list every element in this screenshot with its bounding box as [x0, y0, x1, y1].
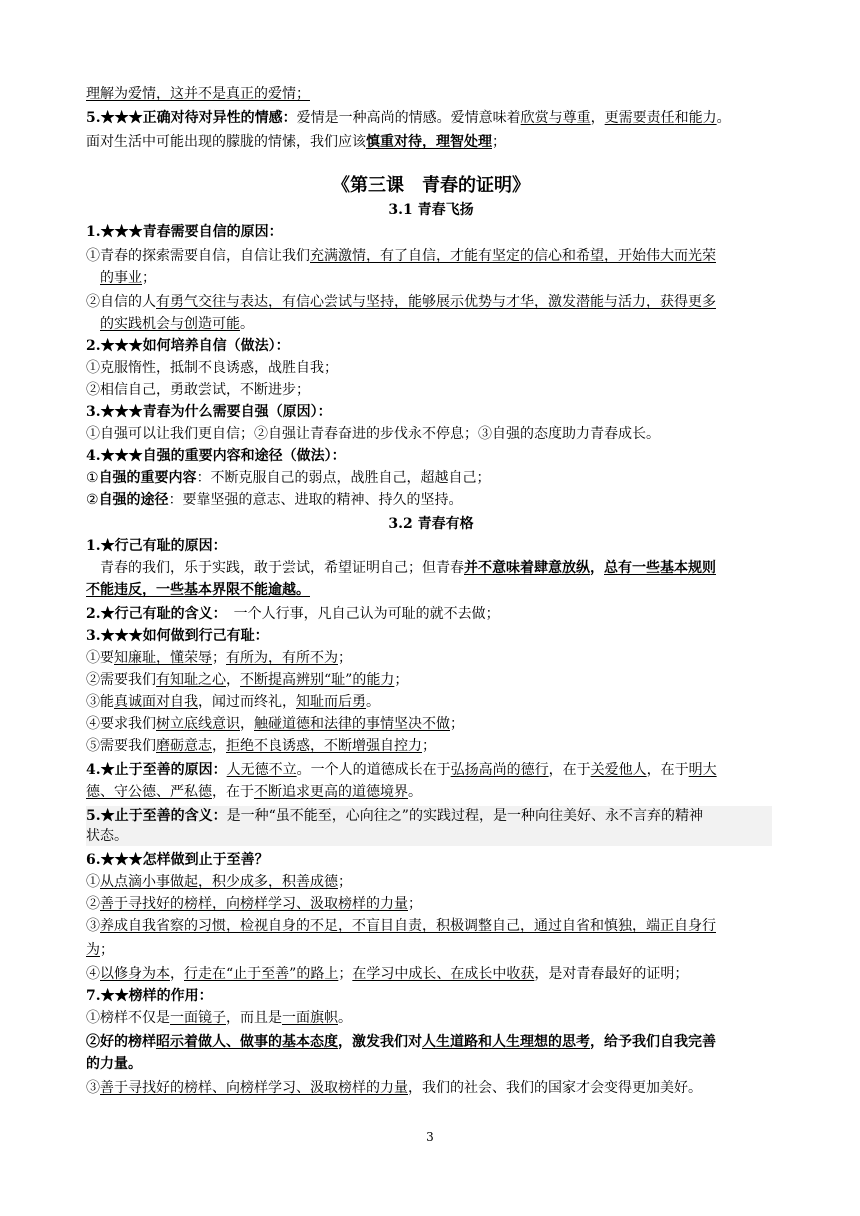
question-heading: 3.★★★青春为什么需要自强（原因）：: [86, 404, 332, 420]
text-line: 5.★★★正确对待对异性的情感：爱情是一种高尚的情感。爱情意味着欣赏与尊重，更需要责任和能力。: [86, 110, 731, 126]
text-line: ①自强可以让我们更自信；②自强让青春奋进的步伐永不停息；③自强的态度助力青春成长。: [86, 426, 660, 442]
text-line: 不能违反，一些基本界限不能逾越。: [86, 582, 310, 598]
text-line: ①榜样不仅是一面镜子，而且是一面旗帜。: [86, 1010, 352, 1026]
text-line: ④要求我们树立底线意识，触碰道德和法律的事情坚决不做；: [86, 716, 464, 732]
text-line: ⑤需要我们磨砺意志，拒绝不良诱惑，不断增强自控力；: [86, 738, 436, 754]
text-line: ②相信自己，勇敢尝试，不断进步；: [86, 382, 310, 398]
text-line: ①要知廉耻，懂荣辱；有所为，有所不为；: [86, 650, 352, 666]
text-line: 4.★止于至善的原因：人无德不立。一个人的道德成长在于弘扬高尚的德行，在于关爱他人，在于明大: [86, 762, 717, 778]
text-line: ①克服惰性，抵制不良诱惑，战胜自我；: [86, 360, 338, 376]
question-heading: 1.★行己有耻的原因：: [86, 538, 227, 554]
text-line: ①自强的重要内容：不断克服自己的弱点，战胜自己，超越自己；: [86, 470, 491, 486]
section-title: 3.1 青春飞扬: [388, 202, 474, 218]
text-line: 德、守公德、严私德，在于不断追求更高的道德境界。: [86, 784, 422, 800]
highlighted-line: 5.★止于至善的含义：是一种“虽不能至，心向往之”的实践过程，是一种向往美好、永不言弃的精神: [86, 806, 772, 826]
text-line: ②自信的人有勇气交往与表达，有信心尝试与坚持，能够展示优势与才华，激发潜能与活力，获得更多: [86, 294, 716, 310]
question-heading: 3.★★★如何做到行己有耻：: [86, 628, 269, 644]
text-line: ②好的榜样昭示着做人、做事的基本态度，激发我们对人生道路和人生理想的思考，给予我们自我完善: [86, 1034, 716, 1050]
text-line: 为；: [86, 942, 114, 958]
lesson-title: 《第三课 青春的证明》: [332, 175, 530, 196]
text-line: 的事业；: [100, 270, 156, 286]
question-heading: 7.★★榜样的作用：: [86, 988, 213, 1004]
question-heading: 6.★★★怎样做到止于至善？: [86, 852, 269, 868]
text-line: ③善于寻找好的榜样、向榜样学习、汲取榜样的力量，我们的社会、我们的国家才会变得更加美好。: [86, 1080, 702, 1096]
section-title: 3.2 青春有格: [388, 516, 474, 532]
text-line: ③能真诚面对自我，闻过而终礼，知耻而后勇。: [86, 694, 380, 710]
text-line: ②自强的途径：要靠坚强的意志、进取的精神、持久的坚持。: [86, 492, 463, 508]
text-line: 的力量。: [86, 1056, 142, 1072]
question-heading: 4.★★★自强的重要内容和途径（做法）：: [86, 448, 346, 464]
text-line: ①从点滴小事做起，积少成多，积善成德；: [86, 874, 352, 890]
text-line: 2.★行己有耻的含义： 一个人行事，凡自己认为可耻的就不去做；: [86, 606, 500, 622]
text-line: ②需要我们有知耻之心，不断提高辨别“耻”的能力；: [86, 672, 409, 688]
text-line: ④以修身为本，行走在“止于至善”的路上；在学习中成长、在成长中收获，是对青春最好的证明；: [86, 966, 689, 982]
page-number: 3: [426, 1130, 434, 1144]
text-line: 面对生活中可能出现的朦胧的情愫，我们应该慎重对待，理智处理；: [86, 134, 506, 150]
text-line: ③养成自我省察的习惯，检视自身的不足，不盲目自责，积极调整自己，通过自省和慎独，端正自身行: [86, 918, 716, 934]
highlighted-line: 状态。: [86, 826, 772, 846]
text-line: ①青春的探索需要自信，自信让我们充满激情，有了自信，才能有坚定的信心和希望，开始伟大而光荣: [86, 248, 716, 264]
text-line: ②善于寻找好的榜样，向榜样学习、汲取榜样的力量；: [86, 896, 422, 912]
text-line: 青春的我们，乐于实践，敢于尝试，希望证明自己；但青春并不意味着肆意放纵，总有一些基本规则: [100, 560, 716, 576]
text-line: 的实践机会与创造可能。: [100, 316, 254, 332]
question-heading: 2.★★★如何培养自信（做法）：: [86, 338, 290, 354]
question-heading: 1.★★★青春需要自信的原因：: [86, 224, 283, 240]
text-line: 理解为爱情，这并不是真正的爱情；: [86, 86, 310, 102]
